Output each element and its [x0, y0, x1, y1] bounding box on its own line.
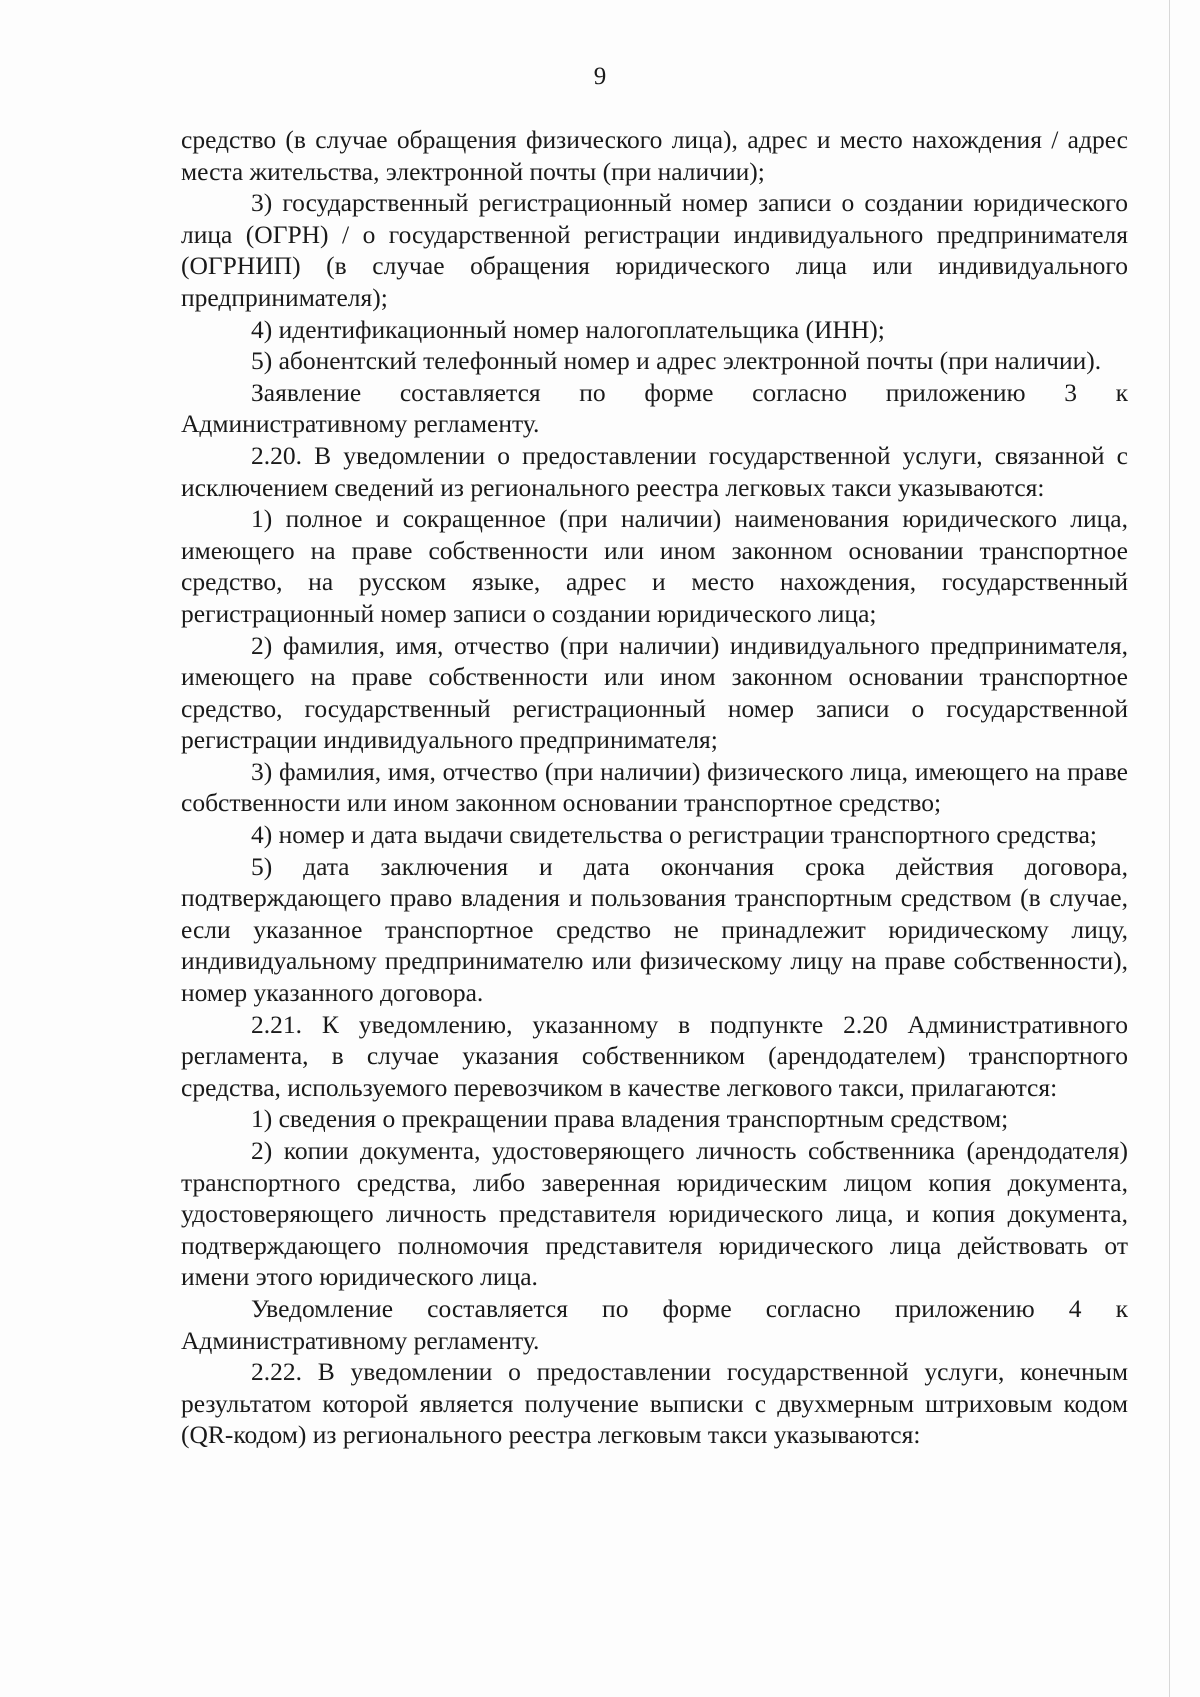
paragraph-2-20-item-3: 3) фамилия, имя, отчество (при наличии) физического лица, имеющего на праве собственности или ином законном основании транспортное средство;: [181, 756, 1128, 818]
paragraph-application-form-note: Заявление составляется по форме согласно приложению 3 к Административному регламенту.: [181, 377, 1128, 439]
paragraph-item-4-inn: 4) идентификационный номер налогоплательщика (ИНН);: [251, 314, 885, 344]
paragraph-section-2-21: 2.21. К уведомлению, указанному в подпункте 2.20 Административного регламента, в случае указания собственником (арендодателем) транспортного средства, используемого перевозчиком в качестве легкового такси, прилагаются:: [181, 1009, 1128, 1102]
paragraph-item-3-ogrn: 3) государственный регистрационный номер записи о создании юридического лица (ОГРН) / о государственной регистрации индивидуального предпринимателя (ОГРНИП) (в случае обращения юридического лица или индивидуального предпринимателя);: [181, 188, 1128, 312]
paragraph-2-21-item-2: 2) копии документа, удостоверяющего личность собственника (арендодателя) транспортного средства, либо заверенная юридическим лицом копия документа, удостоверяющего личность представителя юридического лица, и копия документа, подтверждающего полномочия представителя юридического лица действовать от имени этого юридического лица.: [181, 1136, 1128, 1292]
paragraph-2-20-item-2: 2) фамилия, имя, отчество (при наличии) индивидуального предпринимателя, имеющего на праве собственности или ином законном основании транспортное средство, государственный регистрационный номер записи о государственной регистрации индивидуального предпринимателя;: [181, 630, 1128, 755]
paragraph-notice-form-note: Уведомление составляется по форме согласно приложению 4 к Административному регламенту.: [181, 1293, 1128, 1355]
paragraph-section-2-22: 2.22. В уведомлении о предоставлении государственной услуги, конечным результатом которой является получение выписки с двухмерным штриховым кодом (QR-кодом) из регионального реестра легковым такси указываются:: [181, 1357, 1128, 1450]
page-edge-line: [1169, 0, 1170, 1697]
paragraph-section-2-20: 2.20. В уведомлении о предоставлении государственной услуги, связанной с исключением сведений из регионального реестра легковых такси указываются:: [181, 440, 1128, 502]
page-number: 9: [593, 63, 607, 90]
paragraph-2-20-item-5: 5) дата заключения и дата окончания срока действия договора, подтверждающего право владения и пользования транспортным средством (в случае, если указанное транспортное средство не принадлежит юридическому лицу, индивидуальному предпринимателю или физическому лицу на праве собственности), номер указанного договора.: [181, 851, 1128, 1008]
paragraph-continuation-address: средство (в случае обращения физического лица), адрес и место нахождения / адрес места жительства, электронной почты (при наличии);: [181, 125, 1128, 186]
document-body: [181, 124, 1128, 1451]
paragraph-item-5-phone-email: 5) абонентский телефонный номер и адрес электронной почты (при наличии).: [251, 346, 1102, 376]
paragraph-2-21-item-1: 1) сведения о прекращении права владения транспортным средством;: [251, 1104, 1009, 1134]
paragraph-2-20-item-4: 4) номер и дата выдачи свидетельства о регистрации транспортного средства;: [251, 820, 1098, 850]
paragraph-2-20-item-1: 1) полное и сокращенное (при наличии) наименования юридического лица, имеющего на праве собственности или ином законном основании транспортное средство, на русском языке, адрес и место нахождения, государственный регистрационный номер записи о создании юридического лица;: [181, 504, 1128, 628]
